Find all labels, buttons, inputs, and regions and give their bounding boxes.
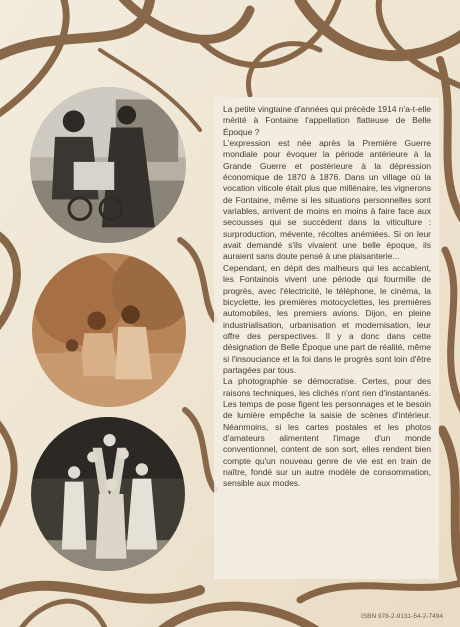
photo-family-garden: [32, 253, 186, 407]
paragraph-2: L'expression est née après la Première Guerre mondiale pour évoquer la période antérieure à la Grande Guerre et postérieure à la dépression économique de 1870 à 1876. Dans un village où la vocation viticole était plus que millénaire, les vignerons de Fontaine, même si les situations personnelles sont variables, arrivent de moins en moins à faire face aux secousses qui se succèdent dans la viticulture : surproduction, mévente, récoltes anémiées. Si on leur avait demandé s'ils vivaient une belle époque, ils auraient sans doute pensé à une plaisanterie...: [223, 138, 431, 262]
paragraph-4: La photographie se démocratise. Certes, pour des raisons techniques, les clichés n'ont rien d'instantanés. Les temps de pose figent les personnages et le besoin de lumière empêche la saisie de scènes d'intérieur. Néanmoins, si les cartes postales et les photos d'amateurs alimentent l'image d'un monde conventionnel, content de son sort, elles rendent bien compte qu'un nouveau genre de vie est en train de naître, fondé sur un autre modèle de consommation, sensible aux modes.: [223, 376, 431, 489]
paragraph-3: Cependant, en dépit des malheurs qui les accablent, les Fontainois vivent une période qui fourmille de progrès, avec l'électricité, le téléphone, le cinéma, la bicyclette, les premières motocyclettes, les premières automobiles, les premiers avions. Dijon, en pleine industrialisation, urbanisation et modernisation, leur offre des perspectives. Il y a donc dans cette désignation de Belle Époque une part de réalité, même si l'insouciance et la foi dans le progrès sont loin d'être partagées par tous.: [223, 262, 431, 375]
text-panel: [214, 97, 439, 579]
photo-group-ladder: [31, 417, 185, 571]
isbn-barcode-text: ISBN 978-2-9131-54-2-7494: [360, 613, 443, 620]
paragraph-1: La petite vingtaine d'années qui précède 1914 n'a-t-elle mérité à Fontaine l'appellation flatteuse de Belle Époque ?: [223, 104, 431, 137]
photo-women-with-pram: [30, 87, 186, 243]
